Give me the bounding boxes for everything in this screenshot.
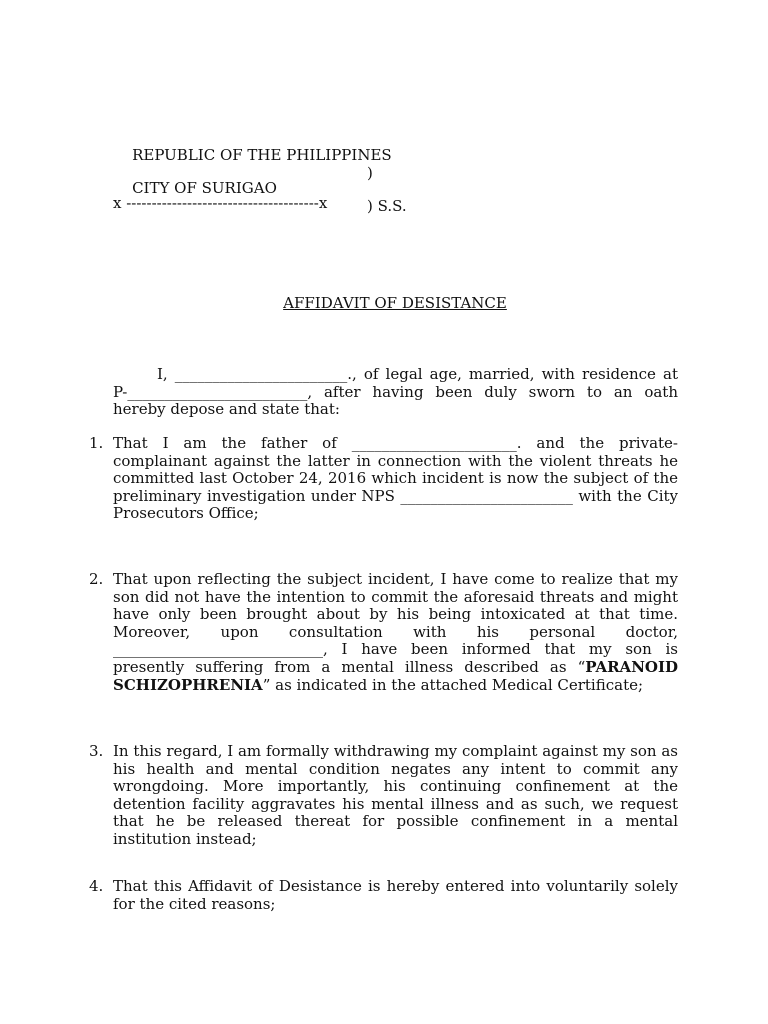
- list-item-number: 4.: [89, 877, 104, 895]
- list-item-text: That this Affidavit of Desistance is hereby entered into voluntarily solely for the cited reasons;: [113, 877, 678, 913]
- intro-paragraph: I, _______________________., of legal age, married, with residence at P-________________________, after having been duly sworn to an oath hereby depose and state that:: [113, 365, 678, 419]
- list-item-text: [113, 571, 678, 694]
- document-title: AFFIDAVIT OF DESISTANCE: [283, 294, 507, 312]
- header-separator: x --------------------------------------x: [113, 194, 328, 212]
- header-city-text: CITY OF SURIGAO: [132, 179, 277, 197]
- list-item-number: 1.: [89, 434, 104, 452]
- list-item-text: That I am the father of ______________________. and the private-complainant against the latter in connection with the violent threats he committed last October 24, 2016 which incident is now the subject of the preliminary investigation under NPS _______________________ with the City Prosecutors Office;: [113, 434, 678, 523]
- list-item-text: In this regard, I am formally withdrawing my complaint against my son as his health and mental condition negates any intent to commit any wrongdoing. More importantly, his continuing confinement at the detention facility aggravates his mental illness and as such, we request that he be released thereat for possible confinement in a mental institution instead;: [113, 742, 678, 848]
- diagnosis-bold-text: PARANOID SCHIZOPHRENIA: [113, 657, 678, 694]
- item-2-text-after: ” as indicated in the attached Medical Certificate;: [262, 675, 644, 694]
- list-item-number: 2.: [89, 570, 104, 588]
- header-republic-text: REPUBLIC OF THE PHILIPPINES: [132, 146, 392, 164]
- list-item-number: 3.: [89, 742, 104, 760]
- header-republic-paren: ): [367, 164, 373, 182]
- item-2-text-before: That upon reflecting the subject incident, I have come to realize that my son did not have the intention to commit the aforesaid threats and might have only been brought about by his being intoxicated at that time. Moreover, upon consultation with his personal doctor, ____________________________, I have been informed that my son is presently suffering from a mental illness described as “: [113, 570, 678, 676]
- header-city-ss: ) S.S.: [367, 197, 407, 215]
